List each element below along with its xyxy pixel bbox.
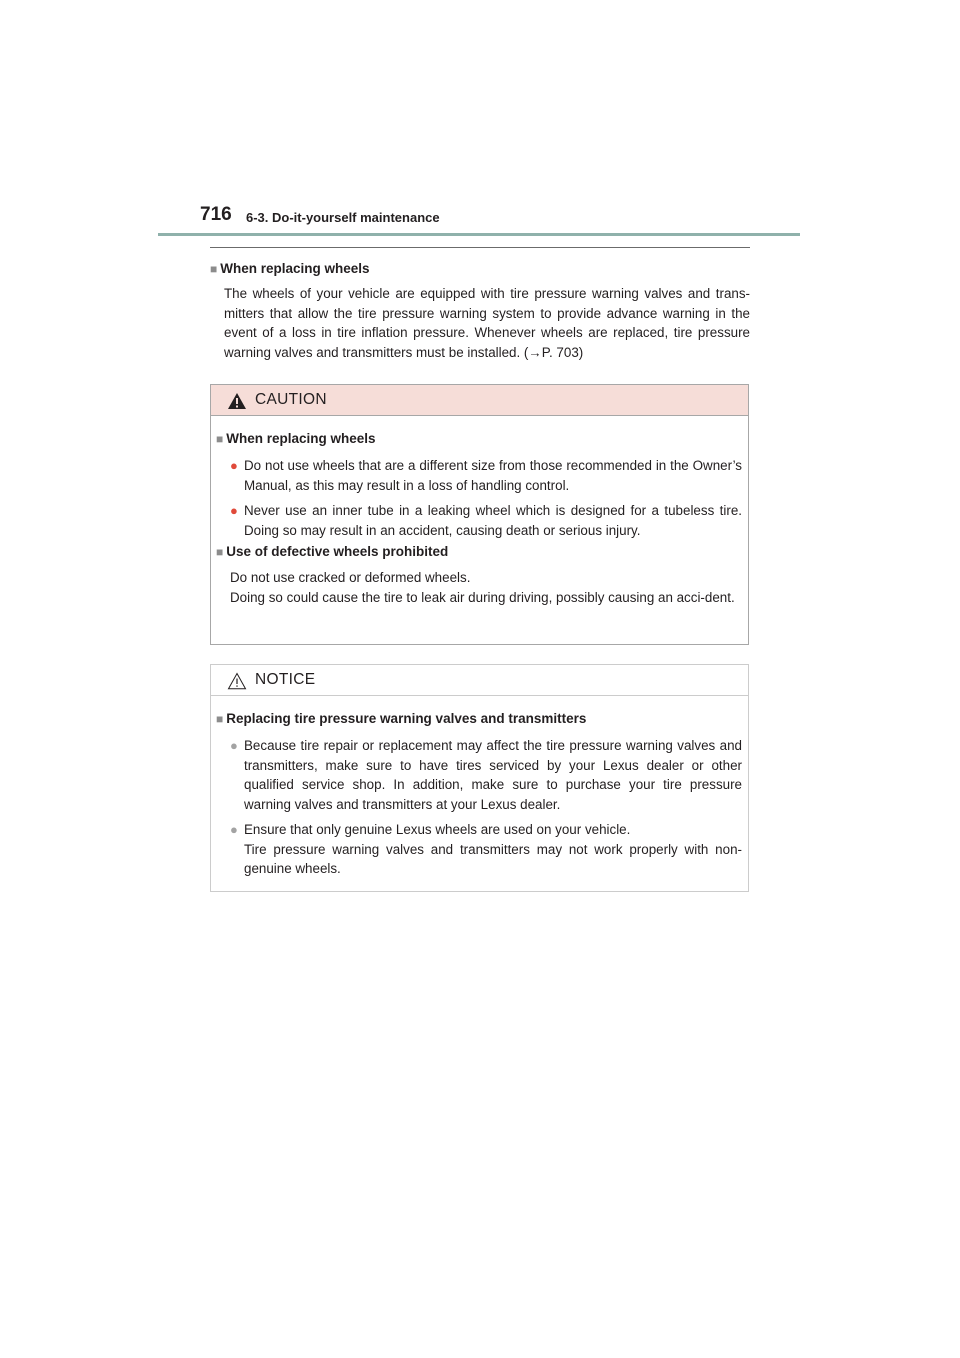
notice-header [211,665,748,696]
caution-body [211,416,748,607]
warning-triangle-outline-icon [227,672,247,690]
page-header [158,200,800,236]
caution-bullet-1: ● Do not use wheels that are a different size from those recommended in the Owner’s Manual, as this may result in a loss of handling control. [230,458,742,493]
circle-bullet-icon: ● [230,738,238,753]
black-square-icon: ■ [216,432,224,446]
intro-paragraph: The wheels of your vehicle are equipped with tire pressure warning valves and trans-mitters that allow the tire pressure warning system to provide advance warning in the event of a loss in tire inflation pressure. Whenever wheels are replaced, tire pressure warning valves and transmitters must be installed. (→P. 703) [224,286,750,360]
caution-heading-2: ■ Use of defective wheels prohibited [216,544,449,559]
intro-section [210,258,750,362]
notice-title: NOTICE [255,671,316,688]
notice-bullet-2: ● Ensure that only genuine Lexus wheels are used on your vehicle. Tire pressure warning valves and transmitters may not work properly with non-genuine wheels. [230,822,742,876]
content-top-rule [210,247,750,248]
header-rule [158,233,800,236]
notice-box [210,664,749,892]
black-square-icon: ■ [216,712,224,726]
caution-box [210,384,749,645]
caution-heading-1: ■ When replacing wheels [216,431,376,446]
notice-body [211,696,748,879]
circle-bullet-icon: ● [230,458,238,473]
notice-heading: ■ Replacing tire pressure warning valves and transmitters [216,711,587,726]
black-square-icon: ■ [210,262,218,276]
black-square-icon: ■ [216,545,224,559]
caution-header [211,385,748,416]
warning-triangle-filled-icon [227,392,247,410]
caution-bullet-2: ● Never use an inner tube in a leaking wheel which is designed for a tubeless tire. Doing so may result in an accident, causing death or serious injury. [230,503,742,538]
page-number: 716 [200,204,232,225]
notice-bullet-1: ● Because tire repair or replacement may affect the tire pressure warning valves and transmitters, make sure to have tires serviced by your Lexus dealer or other qualified service shop. In addition, make sure to purchase your tire pressure warning valves and transmitters at your Lexus dealer. [230,738,742,812]
circle-bullet-icon: ● [230,503,238,518]
section-title: 6-3. Do-it-yourself maintenance [246,210,440,225]
circle-bullet-icon: ● [230,822,238,837]
caution-title: CAUTION [255,391,327,408]
intro-heading: ■ When replacing wheels [210,261,370,276]
caution-text: Do not use cracked or deformed wheels. Doing so could cause the tire to leak air during driving, possibly causing an acci-dent. [230,570,735,605]
